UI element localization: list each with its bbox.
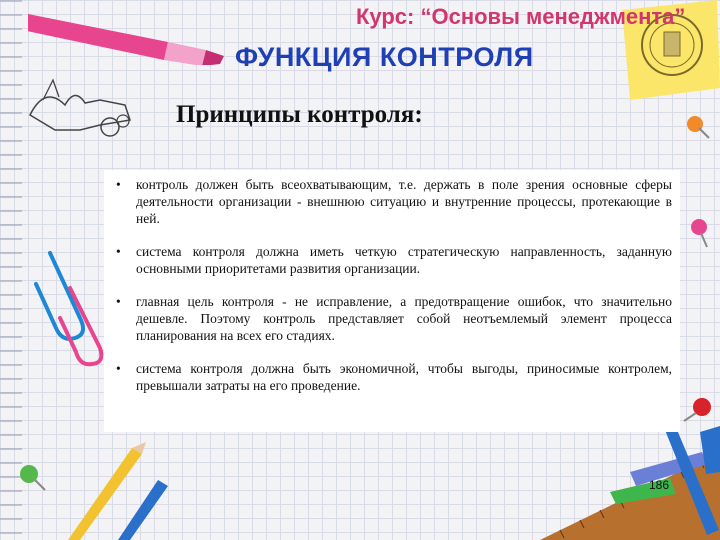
page-title: ФУНКЦИЯ КОНТРОЛЯ — [235, 42, 534, 72]
course-title: Курс: “Основы менеджмента” — [356, 4, 686, 29]
pink-marker-icon — [28, 0, 228, 65]
content-box — [104, 170, 680, 432]
paper-clips-icon — [30, 248, 110, 368]
page-number: 186 — [649, 478, 670, 492]
bullet-icon: • — [116, 294, 121, 309]
list-item — [116, 243, 672, 277]
push-pin-green-icon — [15, 460, 49, 494]
list-item — [116, 176, 672, 227]
principles-list — [104, 170, 680, 394]
list-item-text: система контроля должна быть экономичной, чтобы выгоды, приносимые контролем, превышали затраты на его проведение. — [136, 361, 672, 393]
list-item-text: система контроля должна иметь четкую стратегическую направленность, заданную основными приоритетами развития организации. — [136, 244, 672, 276]
sketch-illustration-icon — [25, 75, 135, 145]
list-item-text: контроль должен быть всеохватывающим, т.е. держать в поле зрения основные сферы деятельности организации - внешнюю ситуацию и внутренние процессы, протекающие в ней. — [136, 177, 672, 226]
push-pin-orange-icon — [683, 112, 713, 142]
bullet-icon: • — [116, 244, 121, 259]
pencil-pen-icon — [50, 440, 180, 540]
bullet-icon: • — [116, 177, 121, 192]
bullet-icon: • — [116, 361, 121, 376]
push-pin-pink-icon — [687, 215, 717, 251]
list-item-text: главная цель контроля - не исправление, а предотвращение ошибок, что значительно дешевле. Поэтому контроль представляет собой неотъемлемый элемент процесса планирования на всех его стадиях. — [136, 294, 672, 343]
section-subtitle: Принципы контроля: — [176, 101, 423, 128]
list-item — [116, 360, 672, 394]
notebook-binding — [0, 0, 22, 540]
list-item — [116, 293, 672, 344]
